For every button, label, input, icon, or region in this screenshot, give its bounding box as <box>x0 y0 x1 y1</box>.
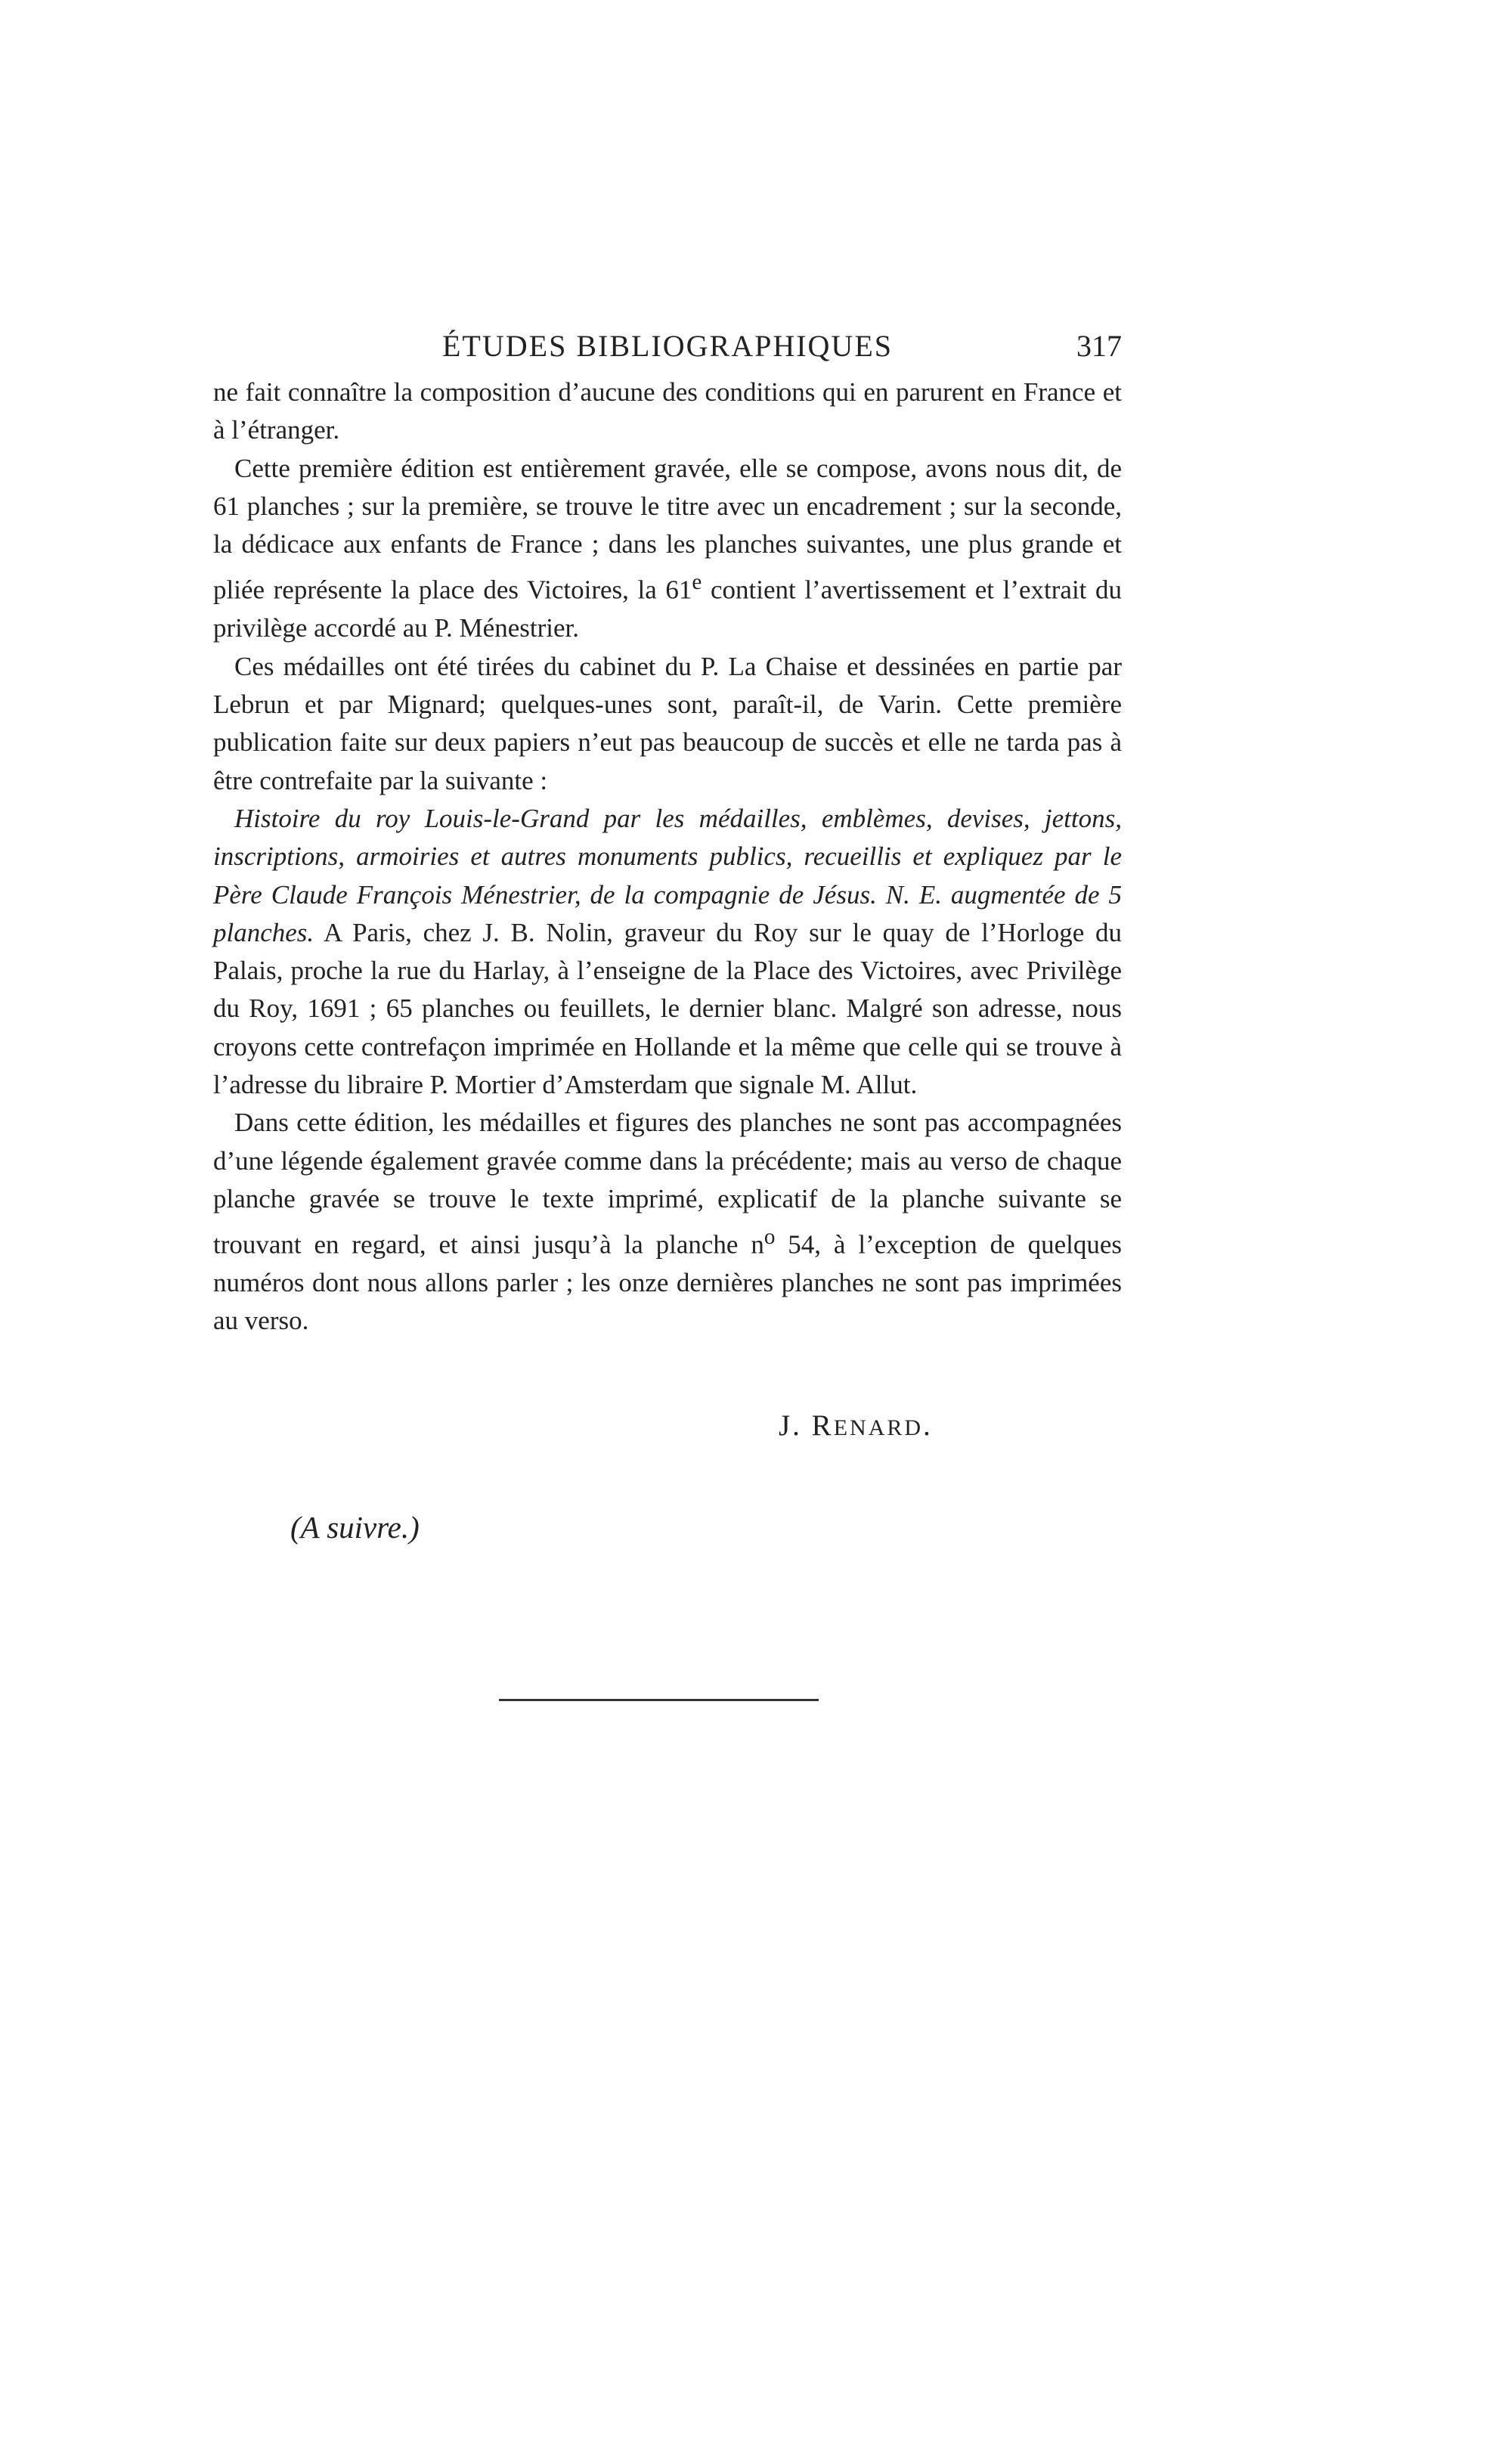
end-rule <box>499 1699 819 1701</box>
paragraph <box>213 648 1122 800</box>
page-number: 317 <box>1076 329 1122 363</box>
superscript: o <box>763 1225 776 1250</box>
paragraph <box>213 450 1122 648</box>
paragraph-text: ne fait connaître la composition d’aucune des conditions qui en parurent en France et à l’étranger. <box>213 377 1122 445</box>
paragraph-text: 54, à l’exception de quelques numéros dont nous allons parler ; les onze dernières planches ne sont pas imprimées au verso. <box>213 1229 1122 1336</box>
signature-initial: J. R <box>779 1409 834 1442</box>
running-head <box>213 324 1122 369</box>
running-title: ÉTUDES BIBLIOGRAPHIQUES <box>442 329 893 363</box>
paragraph-text: Ces médailles ont été tirées du cabinet du P. La Chaise et dessinées en partie par Lebrun et par Mignard; quelques-unes sont, paraît-il, de Varin. Cette première publication faite sur deux papiers n’eut pas beaucoup de succès et elle ne tarda pas à être contrefaite par la suivante : <box>213 651 1122 795</box>
signature-small-caps: ENARD <box>833 1415 924 1440</box>
paragraph <box>213 1104 1122 1340</box>
signature-end: . <box>923 1409 933 1442</box>
paragraph-text: A Paris, chez J. B. Nolin, graveur du Roy sur le quay de l’Horloge du Palais, proche la rue du Harlay, à l’enseigne de la Place des Victoires, avec Privilège du Roy, 1691 ; 65 planches ou feuillets, le dernier blanc. Malgré son adresse, nous croyons cette contrefaçon imprimée en Hollande et la même que celle qui se trouve à l’adresse du libraire P. Mortier d’Amsterdam que signale M. Allut. <box>213 917 1122 1099</box>
paragraph-text: contient l’avertissement et l’extrait du privilège accordé au P. Ménestrier. <box>213 575 1123 643</box>
continued-note: (A suivre.) <box>290 1510 420 1545</box>
paragraph-text: Dans cette édition, les médailles et figures des planches ne sont pas accompagnées d’une légende également gravée comme dans la précédente; mais au verso de chaque planche gravée se trouve le texte imprimé, explicatif de la planche suivante se trouvant en regard, et ainsi jusqu’à la planche n <box>213 1108 1122 1260</box>
paragraph <box>213 800 1122 1104</box>
paragraph <box>213 373 1122 450</box>
book-title: Histoire du roy Louis-le-Grand par les médailles, emblèmes, devises, jettons, inscriptions, armoiries et autres monuments publics, recueillis et expliquez par le Père Claude François Ménestrier, de la compagnie de Jésus. N. E. augmentée de 5 planches. <box>213 803 1122 947</box>
author-signature <box>779 1405 933 1449</box>
superscript: e <box>692 570 702 595</box>
body-text <box>213 373 1122 1340</box>
paragraph-text: Cette première édition est entièrement gravée, elle se compose, avons nous dit, de 61 planches ; sur la première, se trouve le titre avec un encadrement ; sur la seconde, la dédicace aux enfants de France ; dans les planches suivantes, une plus grande et pliée représente la place des Victoires, la 61 <box>213 453 1122 606</box>
